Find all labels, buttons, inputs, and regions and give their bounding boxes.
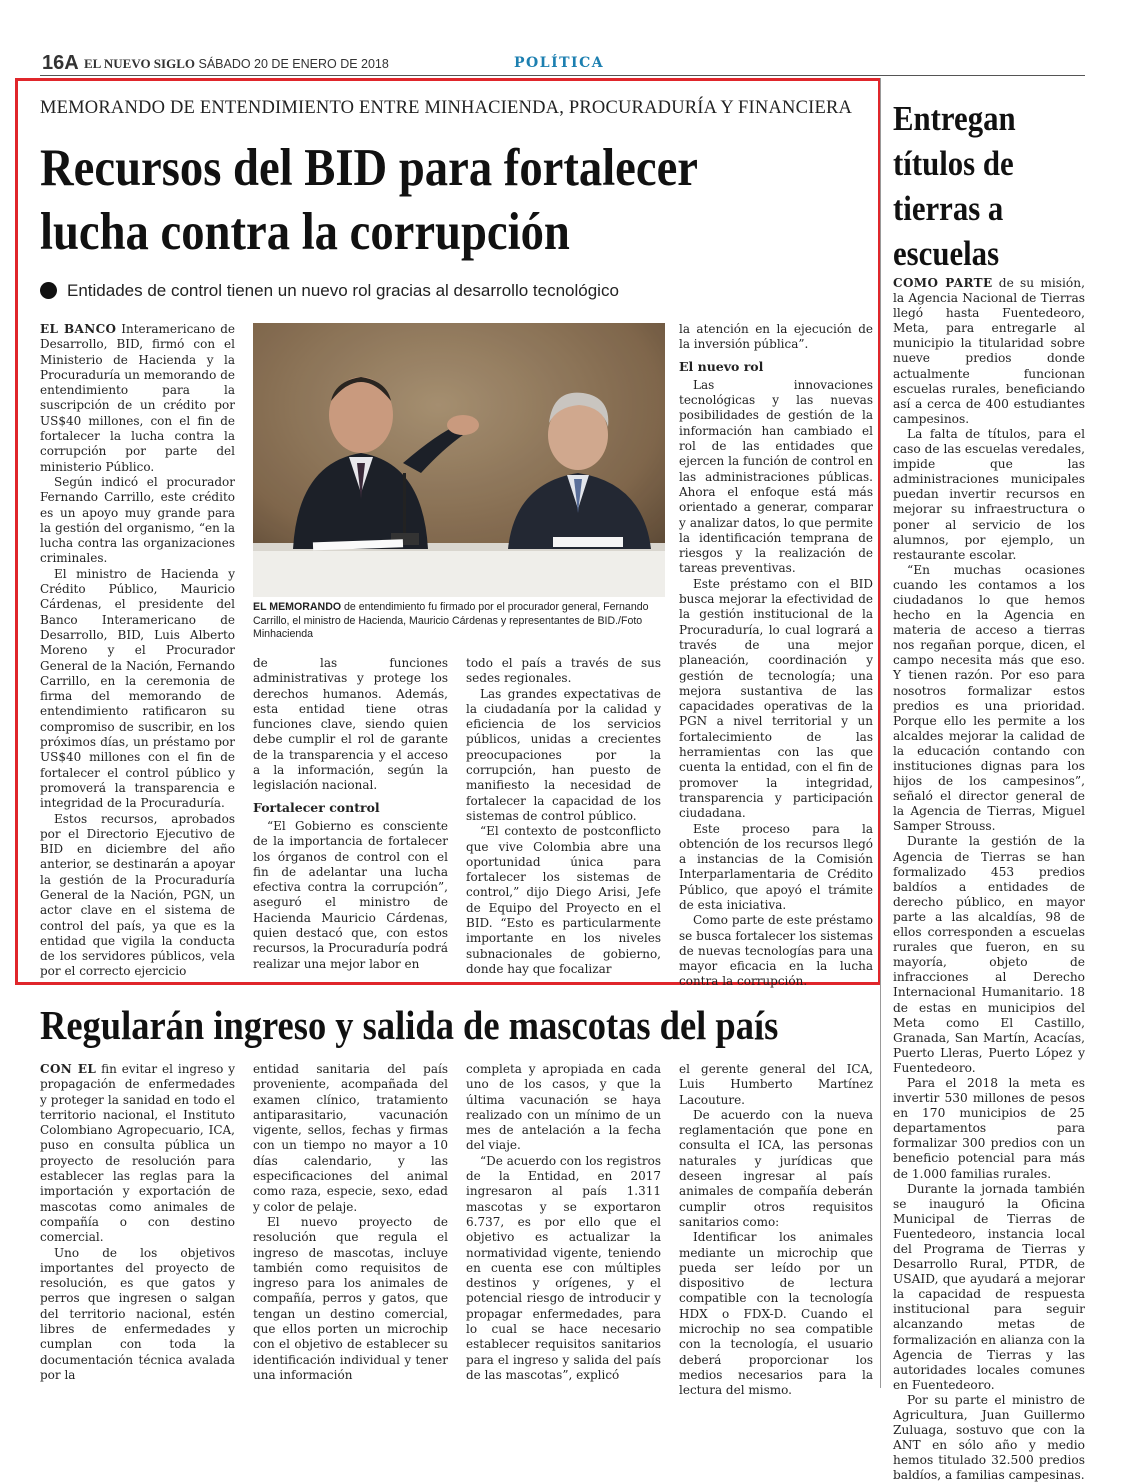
paragraph: La falta de títulos, para el caso de las escuelas veredales, impide que las administraciones municipales puedan invertir recursos en mejorar su infraestructura o poner al servicio de los alumnos, por ejemplo, un restaurante escolar. (893, 426, 1085, 562)
second-column-1 (40, 1062, 235, 1383)
second-column-3 (466, 1062, 661, 1383)
paragraph: “En muchas ocasiones cuando les contamos a los ciudadanos lo que hemos hecho en la Agencia en materia de acceso a tierras nos regañan porque, dicen, el campo necesita más que eso. Y tienen razón. Por eso para nosotros formalizar estos predios es una prioridad. Porque ello les permite a los alcaldes mejorar la calidad de la educación contando con instituciones dignas para los hijos de los campesinos”, señaló el director general de la Agencia de Tierras, Miguel Samper Strouss. (893, 562, 1085, 834)
lead-in: EL BANCO (40, 322, 117, 336)
paragraph: entidad sanitaria del país proveniente, acompañada del examen clínico, tratamiento antiparasitario, vacunación vigente, sellos, fechas y firmas con un tiempo no mayor a 10 días calendario, y las especificaciones del animal como raza, especie, sexo, edad y color de pelaje. (253, 1062, 448, 1214)
article-kicker: MEMORANDO DE ENTENDIMIENTO ENTRE MINHACIENDA, PROCURADURÍA Y FINANCIERA (40, 98, 853, 118)
headline-line-2: lucha contra la corrupción (40, 203, 570, 261)
photo-caption (253, 601, 665, 642)
paragraph: de su misión, la Agencia Nacional de Tierras llegó hasta Fuentedeoro, Meta, para entregarle al municipio la titularidad sobre nueve predios donde actualmente funcionan escuelas rurales, beneficiando así a cerca de 400 estudiantes campesinos. (893, 276, 1085, 426)
paragraph: Estos recursos, aprobados por el Directorio Ejecutivo de BID en diciembre del año anterior, se destinarán a apoyar la gestión de la Procuraduría General de la Nación, PGN, un actor clave en el sistema de control del país, ya que es la entidad que vigila la conducta de los servidores públicos, vela por el correcto ejercicio (40, 811, 235, 979)
second-column-4 (679, 1062, 873, 1399)
paragraph: Este préstamo con el BID busca mejorar la efectividad de la gestión institucional de la Procuraduría, lo cual logrará a través de una mejor planeación, coordinación y gestión de tecnología; una mejora sustantiva de las capacidades operativas de la PGN a nivel territorial y un fortalecimiento de las herramientas con las que cuenta la entidad, con el fin de promover la integridad, transparencia y participación ciudadana. (679, 576, 873, 821)
paragraph: El ministro de Hacienda y Crédito Público, Mauricio Cárdenas, el presidente del Banco Interamericano de Desarrollo, BID, Luis Alberto Moreno y el Procurador General de la Nación, Fernando Carrillo, en la ceremonia de firma del memorando de entendimiento ratificaron su compromiso de suscribir, en los próximos días, un préstamo por US$40 millones con el fin de fortalecer el control público y promoverá la transparencia e integridad de la Procuraduría. (40, 566, 235, 811)
caption-lead: EL MEMORANDO (253, 601, 342, 613)
paragraph: “De acuerdo con los registros de la Entidad, en 2017 ingresaron al país 1.311 mascotas y se exportaron 6.737, es por ello que el objetivo es actualizar la normatividad vigente, teniendo en cuenta ese con múltiples destinos y orígenes, y el potencial riesgo de introducir y propagar enfermedades, para lo cual se hace necesario establecer requisitos sanitarios para el ingreso y salida del país de las mascotas”, explicó (466, 1153, 661, 1382)
article-subhead (40, 281, 619, 301)
paragraph: Durante la jornada también se inauguró la Oficina Municipal de Tierras de Fuentedeoro, instancia local del Programa de Tierras y Desarrollo Rural, PTDR, de USAID, que ayudará a mejorar la capacidad de respuesta institucional para seguir alcanzando metas de formalización en alianza con la Agencia de Tierras y las autoridades locales comunes en Fuentedeoro. (893, 1181, 1085, 1392)
lead-in: COMO PARTE (893, 276, 993, 290)
subhead-text: Entidades de control tienen un nuevo rol gracias al desarrollo tecnológico (67, 281, 619, 300)
paragraph: Como parte de este préstamo se busca fortalecer los sistemas de nuevas tecnologías para una mayor eficacia en la lucha contra la corrupción. (679, 913, 873, 989)
paragraph: “El Gobierno es consciente de la importancia de fortalecer los órganos de control con el fin de adelantar una lucha efectiva contra la corrupción”, aseguró el ministro de Hacienda Mauricio Cárdenas, quien destacó que, con estos recursos, la Procuraduría podrá realizar una mejor labor en (253, 818, 448, 971)
header-divider (40, 75, 1085, 76)
paragraph: “El contexto de postconflicto que vive Colombia abre una oportunidad única para fortalecer los sistemas de control,” dijo Diego Arisi, Jefe de Equipo del Proyecto en el BID. “Esto es particularmente importante en los niveles subnacionales de gobierno, donde hay que focalizar (466, 824, 661, 976)
bullet-icon (40, 282, 57, 299)
main-column-1 (40, 322, 235, 980)
second-column-2 (253, 1062, 448, 1383)
issue-date: SÁBADO 20 DE ENERO DE 2018 (198, 57, 389, 71)
sidebar-divider (880, 78, 881, 1388)
paper-masthead (84, 56, 389, 72)
paragraph: Las grandes expectativas de la ciudadanía por la calidad y eficiencia de los servicios públicos, unidas a crecientes preocupaciones por la corrupción, han puesto de manifiesto la necesidad de fortalecer la capacidad de los sistemas de control público. (466, 686, 661, 823)
paragraph: El nuevo proyecto de resolución que regula el ingreso de mascotas, incluye también como requisitos de ingreso para los animales de compañía, perros y gatos, que tengan un destino comercial, que ellos porten un microchip con el objetivo de establecer su identificación individual y tener una información (253, 1214, 448, 1382)
headline-line-1: Recursos del BID para fortalecer (40, 139, 698, 197)
sidebar-column (893, 276, 1085, 1484)
paragraph: de las funciones administrativas y protege los derechos humanos. Además, esta entidad tiene otras funciones clave, siendo quien debe cumplir el rol de garante de la transparencia y el acceso a la información, según la legislación nacional. (253, 656, 448, 793)
paragraph: Por su parte el ministro de Agricultura, Juan Guillermo Zuluaga, sostuvo que con la ANT en sólo año y medio hemos titulado 32.500 predios baldíos, a familias campesinas. (893, 1392, 1085, 1483)
article-photo (253, 323, 665, 597)
paragraph: Este proceso para la obtención de los recursos llegó a instancias de la Comisión Interparlamentaria de Crédito Público, que apoyó el trámite de esta iniciativa. (679, 821, 873, 912)
main-column-4 (679, 322, 873, 990)
paragraph: Para el 2018 la meta es invertir 530 millones de pesos en 170 municipios de 25 departamentos para formalizar 300 predios con un beneficio potencial para más de 1.000 familias rurales. (893, 1075, 1085, 1181)
subheading: El nuevo rol (679, 358, 764, 374)
main-column-2 (253, 656, 448, 972)
paragraph: De acuerdo con la nueva reglamentación que pone en consulta el ICA, las personas naturales y jurídicas que deseen ingresar al país animales de compañía deberán cumplir otros requisitos sanitarios como: (679, 1107, 873, 1229)
section-label: POLÍTICA (514, 55, 605, 71)
paragraph: la atención en la ejecución de la inversión pública”. (679, 322, 873, 352)
lead-in: CON EL (40, 1062, 97, 1076)
second-headline: Regularán ingreso y salida de mascotas del país (40, 1002, 779, 1048)
sidebar-headline: Entregan títulos de tierras a escuelas (893, 99, 1016, 273)
paragraph: completa y apropiada en cada uno de los casos, y que la última vacunación se haya realizado con un mínimo de un mes de antelación a la fecha del viaje. (466, 1062, 661, 1153)
main-column-3 (466, 656, 661, 977)
photo-illustration (253, 323, 665, 597)
paragraph: el gerente general del ICA, Luis Humberto Martínez Lacouture. (679, 1062, 873, 1107)
page-number: 16A (42, 52, 79, 74)
caption-text: de entendimiento fu firmado por el procurador general, Fernando Carrillo, el ministro de Hacienda, Mauricio Cárdenas y representantes de BID./Foto Minhacienda (253, 601, 649, 640)
article-headline (40, 136, 770, 264)
paragraph: todo el país a través de sus sedes regionales. (466, 656, 661, 686)
paragraph: Durante la gestión de la Agencia de Tierras se han formalizado 453 predios baldíos a entidades de derecho público, en mayor parte a las alcaldías, 98 de ellos corresponden a escuelas rurales que fueron, en su mayoría, objeto de infracciones al Derecho Internacional Humanitario. 18 de estas en municipios del Meta como El Castillo, Granada, San Martín, Acacías, Puerto Lleras, Puerto López y Fuentedeoro. (893, 834, 1085, 1075)
paragraph: Identificar los animales mediante un microchip que pueda ser leído por un dispositivo de lectura compatible con la tecnología HDX o FDX-D. Cuando el microchip no sea compatible con la tecnología, el usuario deberá proporcionar los medios necesarios para la lectura del mismo. (679, 1230, 873, 1398)
paragraph: Las innovaciones tecnológicas y las nuevas posibilidades de gestión de la información han cambiado el rol de las entidades que ejercen la función de control en las administraciones públicas. Ahora el enfoque está más orientado a generar, comparar y analizar datos, lo que permite la identificación temprana de riesgos y la realización de tareas preventivas. (679, 377, 873, 576)
subheading: Fortalecer control (253, 799, 380, 815)
paper-name: EL NUEVO SIGLO (84, 56, 195, 71)
paragraph: fin evitar el ingreso y propagación de enfermedades y proteger la sanidad en todo el territorio nacional, el Instituto Colombiano Agropecuario, ICA, puso en consulta pública un proyecto de resolución para establecer las reglas para la importación y exportación de mascotas como animales de compañía o con destino comercial. (40, 1062, 235, 1245)
paragraph: Uno de los objetivos importantes del proyecto de resolución, es que gatos y perros que ingresen o salgan del territorio nacional, estén libres de enfermedades y cumplan con toda la documentación técnica avalada por la (40, 1245, 235, 1382)
paragraph: Interamericano de Desarrollo, BID, firmó con el Ministerio de Hacienda y la Procuraduría un memorando de entendimiento para la suscripción de un crédito por US$40 millones, con el fin de fortalecer la lucha contra la corrupción por parte del ministerio Público. (40, 322, 236, 474)
paragraph: Según indicó el procurador Fernando Carrillo, este crédito es un apoyo muy grande para la gestión del organismo, “en la lucha contra las organizaciones criminales. (40, 474, 235, 566)
